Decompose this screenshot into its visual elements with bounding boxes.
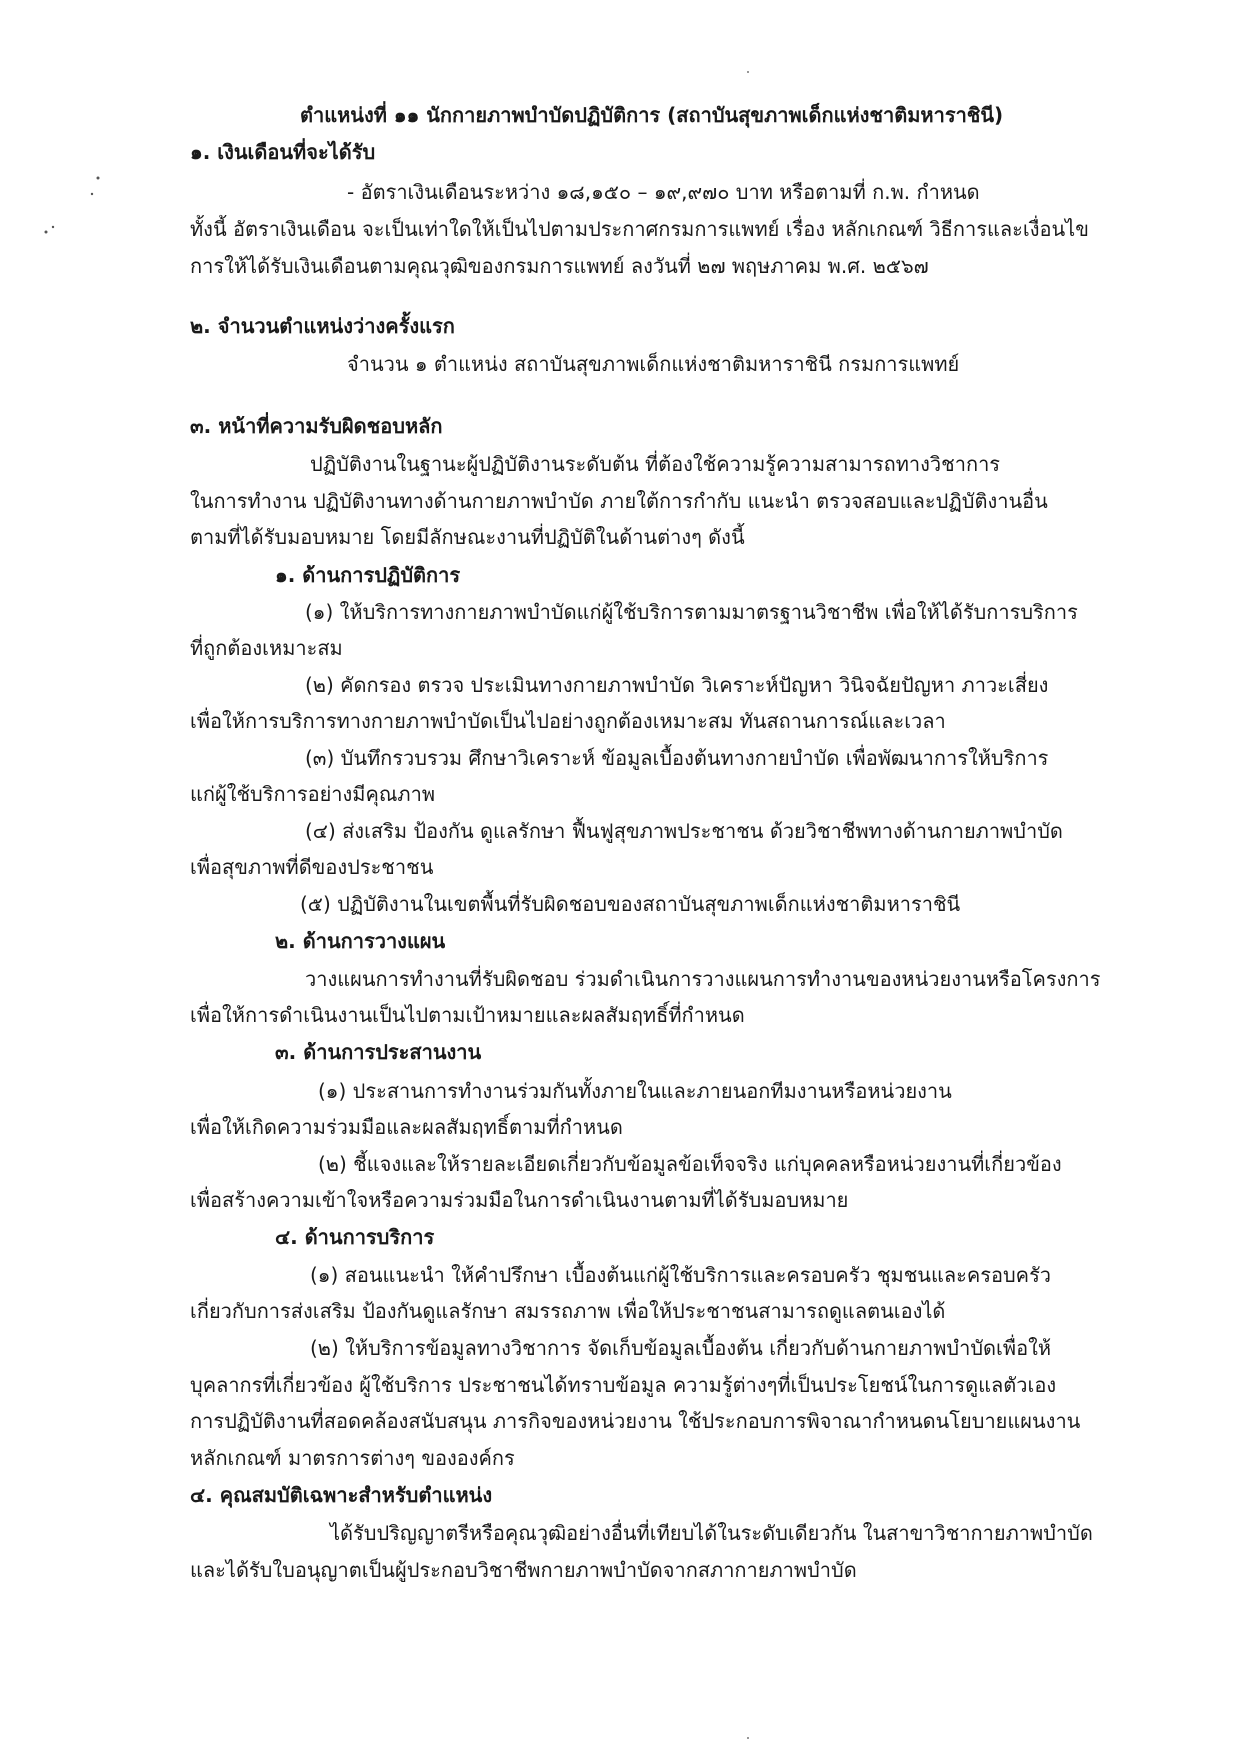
section-1-heading: ๑. เงินเดือนที่จะได้รับ	[190, 140, 376, 164]
document-title: ตำแหน่งที่ ๑๑ นักกายภาพบำบัดปฏิบัติการ (สถาบันสุขภาพเด็กแห่งชาติมหาราชินี)	[300, 103, 1004, 127]
qualification-line: ได้รับปริญญาตรีหรือคุณวุฒิอย่างอื่นที่เทียบได้ในระดับเดียวกัน ในสาขาวิชากายภาพบำบัด	[330, 1521, 1093, 1545]
subsection-planning-heading: ๒. ด้านการวางแผน	[275, 929, 446, 953]
subsection-service-heading: ๔. ด้านการบริการ	[275, 1225, 435, 1249]
duties-paragraph-line: ตามที่ได้รับมอบหมาย โดยมีลักษณะงานที่ปฏิบัติในด้านต่างๆ ดังนี้	[190, 525, 745, 549]
list-item-continuation: เพื่อสร้างความเข้าใจหรือความร่วมมือในการดำเนินงานตามที่ได้รับมอบหมาย	[190, 1188, 849, 1212]
duties-paragraph-line: ในการทำงาน ปฏิบัติงานทางด้านกายภาพบำบัด ภายใต้การกำกับ แนะนำ ตรวจสอบและปฏิบัติงานอื่น	[190, 489, 1048, 513]
subsection-operations-heading: ๑. ด้านการปฏิบัติการ	[275, 563, 461, 587]
section-2-heading: ๒. จำนวนตำแหน่งว่างครั้งแรก	[190, 314, 455, 338]
list-item: (๔) ส่งเสริม ป้องกัน ดูแลรักษา ฟื้นฟูสุขภาพประชาชน ด้วยวิชาชีพทางด้านกายภาพบำบัด	[305, 819, 1063, 843]
vacancy-line: จำนวน ๑ ตำแหน่ง สถาบันสุขภาพเด็กแห่งชาติมหาราชินี กรมการแพทย์	[347, 352, 960, 376]
section-4-heading: ๔. คุณสมบัติเฉพาะสำหรับตำแหน่ง	[190, 1483, 493, 1507]
list-item: (๕) ปฏิบัติงานในเขตพื้นที่รับผิดชอบของสถาบันสุขภาพเด็กแห่งชาติมหาราชินี	[300, 892, 961, 916]
list-item: (๒) ให้บริการข้อมูลทางวิชาการ จัดเก็บข้อมูลเบื้องต้น เกี่ยวกับด้านกายภาพบำบัดเพื่อให้	[310, 1336, 1052, 1360]
list-item-continuation: เพื่อสุขภาพที่ดีของประชาชน	[190, 855, 434, 879]
duties-paragraph-line: ปฏิบัติงานในฐานะผู้ปฏิบัติงานระดับต้น ที่ต้องใช้ความรู้ความสามารถทางวิชาการ	[310, 452, 1001, 476]
list-item: (๓) บันทึกรวบรวม ศึกษาวิเคราะห์ ข้อมูลเบื้องต้นทางกายบำบัด เพื่อพัฒนาการให้บริการ	[305, 746, 1049, 770]
list-item: (๒) ชี้แจงและให้รายละเอียดเกี่ยวกับข้อมูลข้อเท็จจริง แก่บุคคลหรือหน่วยงานที่เกี่ยวข้อง	[318, 1152, 1062, 1176]
list-item-continuation: หลักเกณฑ์ มาตรการต่างๆ ขององค์กร	[190, 1446, 515, 1470]
list-item-continuation: เกี่ยวกับการส่งเสริม ป้องกันดูแลรักษา สมรรถภาพ เพื่อให้ประชาชนสามารถดูแลตนเองได้	[190, 1299, 946, 1323]
list-item-continuation: เพื่อให้เกิดความร่วมมือและผลสัมฤทธิ์ตามที่กำหนด	[190, 1115, 623, 1139]
planning-line: วางแผนการทำงานที่รับผิดชอบ ร่วมดำเนินการวางแผนการทำงานของหน่วยงานหรือโครงการ	[305, 967, 1101, 991]
salary-range-line: - อัตราเงินเดือนระหว่าง ๑๘,๑๕๐ – ๑๙,๙๗๐ บาท หรือตามที่ ก.พ. กำหนด	[347, 180, 980, 204]
subsection-coordination-heading: ๓. ด้านการประสานงาน	[275, 1040, 482, 1064]
list-item: (๑) สอนแนะนำ ให้คำปรึกษา เบื้องต้นแก่ผู้ใช้บริการและครอบครัว ชุมชนและครอบครัว	[310, 1263, 1052, 1287]
list-item-continuation: ที่ถูกต้องเหมาะสม	[190, 636, 343, 660]
planning-line: เพื่อให้การดำเนินงานเป็นไปตามเป้าหมายและผลสัมฤทธิ์ที่กำหนด	[190, 1003, 745, 1027]
list-item-continuation: แก่ผู้ใช้บริการอย่างมีคุณภาพ	[190, 782, 436, 806]
qualification-line: และได้รับใบอนุญาตเป็นผู้ประกอบวิชาชีพกายภาพบำบัดจากสภากายภาพบำบัด	[190, 1558, 857, 1582]
list-item-continuation: การปฏิบัติงานที่สอดคล้องสนับสนุน ภารกิจของหน่วยงาน ใช้ประกอบการพิจาณากำหนดนโยบายแผนงาน	[190, 1409, 1081, 1433]
list-item: (๑) ให้บริการทางกายภาพบำบัดแก่ผู้ใช้บริการตามมาตรฐานวิชาชีพ เพื่อให้ได้รับการบริการ	[305, 600, 1078, 624]
salary-text-line: ทั้งนี้ อัตราเงินเดือน จะเป็นเท่าใดให้เป็นไปตามประกาศกรมการแพทย์ เรื่อง หลักเกณฑ์ วิธีการและเงื่อนไข	[190, 217, 1089, 241]
list-item-continuation: เพื่อให้การบริการทางกายภาพบำบัดเป็นไปอย่างถูกต้องเหมาะสม ทันสถานการณ์และเวลา	[190, 709, 946, 733]
list-item: (๒) คัดกรอง ตรวจ ประเมินทางกายภาพบำบัด วิเคราะห์ปัญหา วินิจฉัยปัญหา ภาวะเสี่ยง	[305, 673, 1049, 697]
list-item: (๑) ประสานการทำงานร่วมกันทั้งภายในและภายนอกทีมงานหรือหน่วยงาน	[318, 1079, 952, 1103]
section-3-heading: ๓. หน้าที่ความรับผิดชอบหลัก	[190, 414, 443, 438]
list-item-continuation: บุคลากรที่เกี่ยวข้อง ผู้ใช้บริการ ประชาชนได้ทราบข้อมูล ความรู้ต่างๆที่เป็นประโยชน์ในการดูแลตัวเอง	[190, 1373, 1057, 1397]
salary-text-line: การให้ได้รับเงินเดือนตามคุณวุฒิของกรมการแพทย์ ลงวันที่ ๒๗ พฤษภาคม พ.ศ. ๒๕๖๗	[190, 254, 929, 278]
